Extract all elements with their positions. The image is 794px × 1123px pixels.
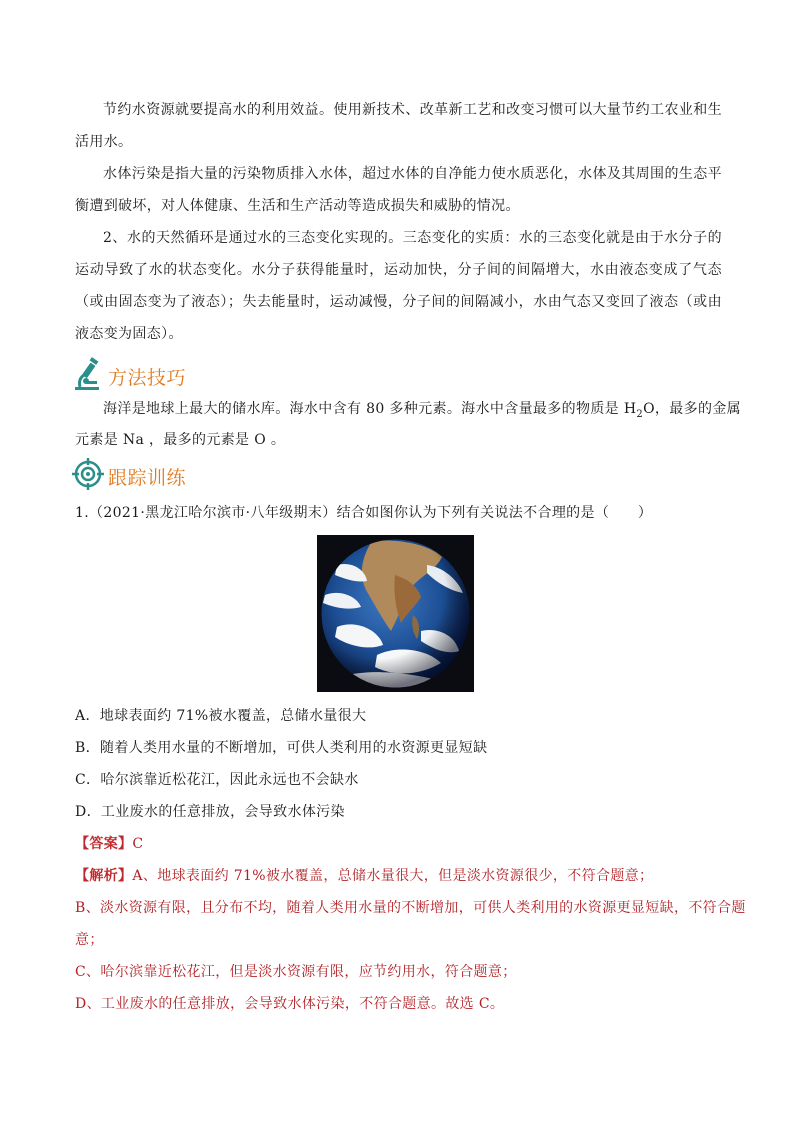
paragraph-water-pollution: 水体污染是指大量的污染物质排入水体，超过水体的自净能力使水质恶化，水体及其周围的生态平衡遭到破坏，对人体健康、生活和生产活动等造成损失和威胁的情况。 [75, 166, 722, 214]
section-header-training [72, 457, 186, 491]
section-header-methods [72, 357, 186, 391]
answer-label: 【答案】 [75, 836, 133, 852]
analysis-line-2: B、淡水资源有限，且分布不均，随着人类用水量的不断增加，可供人类利用的水资源更显短缺，不符合题 [75, 900, 746, 916]
paragraph-water-saving: 节约水资源就要提高水的利用效益。使用新技术、改革新工艺和改变习惯可以大量节约工农业和生活用水。 [75, 102, 722, 150]
target-icon [72, 457, 106, 491]
methods-line1-a: 海洋是地球上最大的储水库。海水中含有 80 多种元素。海水中含量最多的物质是 H [103, 401, 637, 417]
analysis-line-1 [75, 866, 735, 886]
analysis-line-4: C、哈尔滨靠近松花江，但是淡水资源有限，应节约用水，符合题意； [75, 964, 517, 980]
option-c: C．哈尔滨靠近松花江，因此永远也不会缺水 [75, 772, 359, 788]
answer-line [75, 834, 735, 854]
option-d: D．工业废水的任意排放，会导致水体污染 [75, 804, 345, 820]
analysis-label: 【解析】 [75, 868, 133, 884]
earth-image [317, 535, 474, 692]
question-stem: 1.（2021·黑龙江哈尔滨市·八年级期末）结合如图你认为下列有关说法不合理的是（ ） [75, 505, 653, 521]
water-subscript: 2 [636, 408, 644, 420]
section-title-methods: 方法技巧 [108, 367, 187, 389]
paragraph-water-cycle: 2、水的天然循环是通过水的三态变化实现的。三态变化的实质：水的三态变化就是由于水分子的运动导致了水的状态变化。水分子获得能量时，运动加快，分子间的间隔增大，水由液态变成了气态（或由固态变为了液态）；失去能量时，运动减慢，分子间的间隔减小，水由气态又变回了液态（或由液态变为固态）。 [75, 230, 722, 342]
analysis-line-5: D、工业废水的任意排放，会导致水体污染，不符合题意。故选 C。 [75, 996, 505, 1012]
analysis-text-a: A、地球表面约 71%被水覆盖，总储水量很大，但是淡水资源很少，不符合题意； [132, 868, 654, 884]
methods-line-1 [75, 399, 742, 425]
microscope-icon [72, 357, 106, 391]
methods-line-2: 元素是 Na ，最多的元素是 O 。 [75, 432, 286, 448]
answer-value: C [132, 836, 144, 852]
section-title-training: 跟踪训练 [108, 467, 187, 489]
option-a: A．地球表面约 71%被水覆盖，总储水量很大 [75, 708, 367, 724]
option-b: B．随着人类用水量的不断增加，可供人类利用的水资源更显短缺 [75, 740, 488, 756]
analysis-line-3: 意； [75, 932, 104, 948]
methods-line1-b: O，最多的金属 [643, 401, 742, 417]
